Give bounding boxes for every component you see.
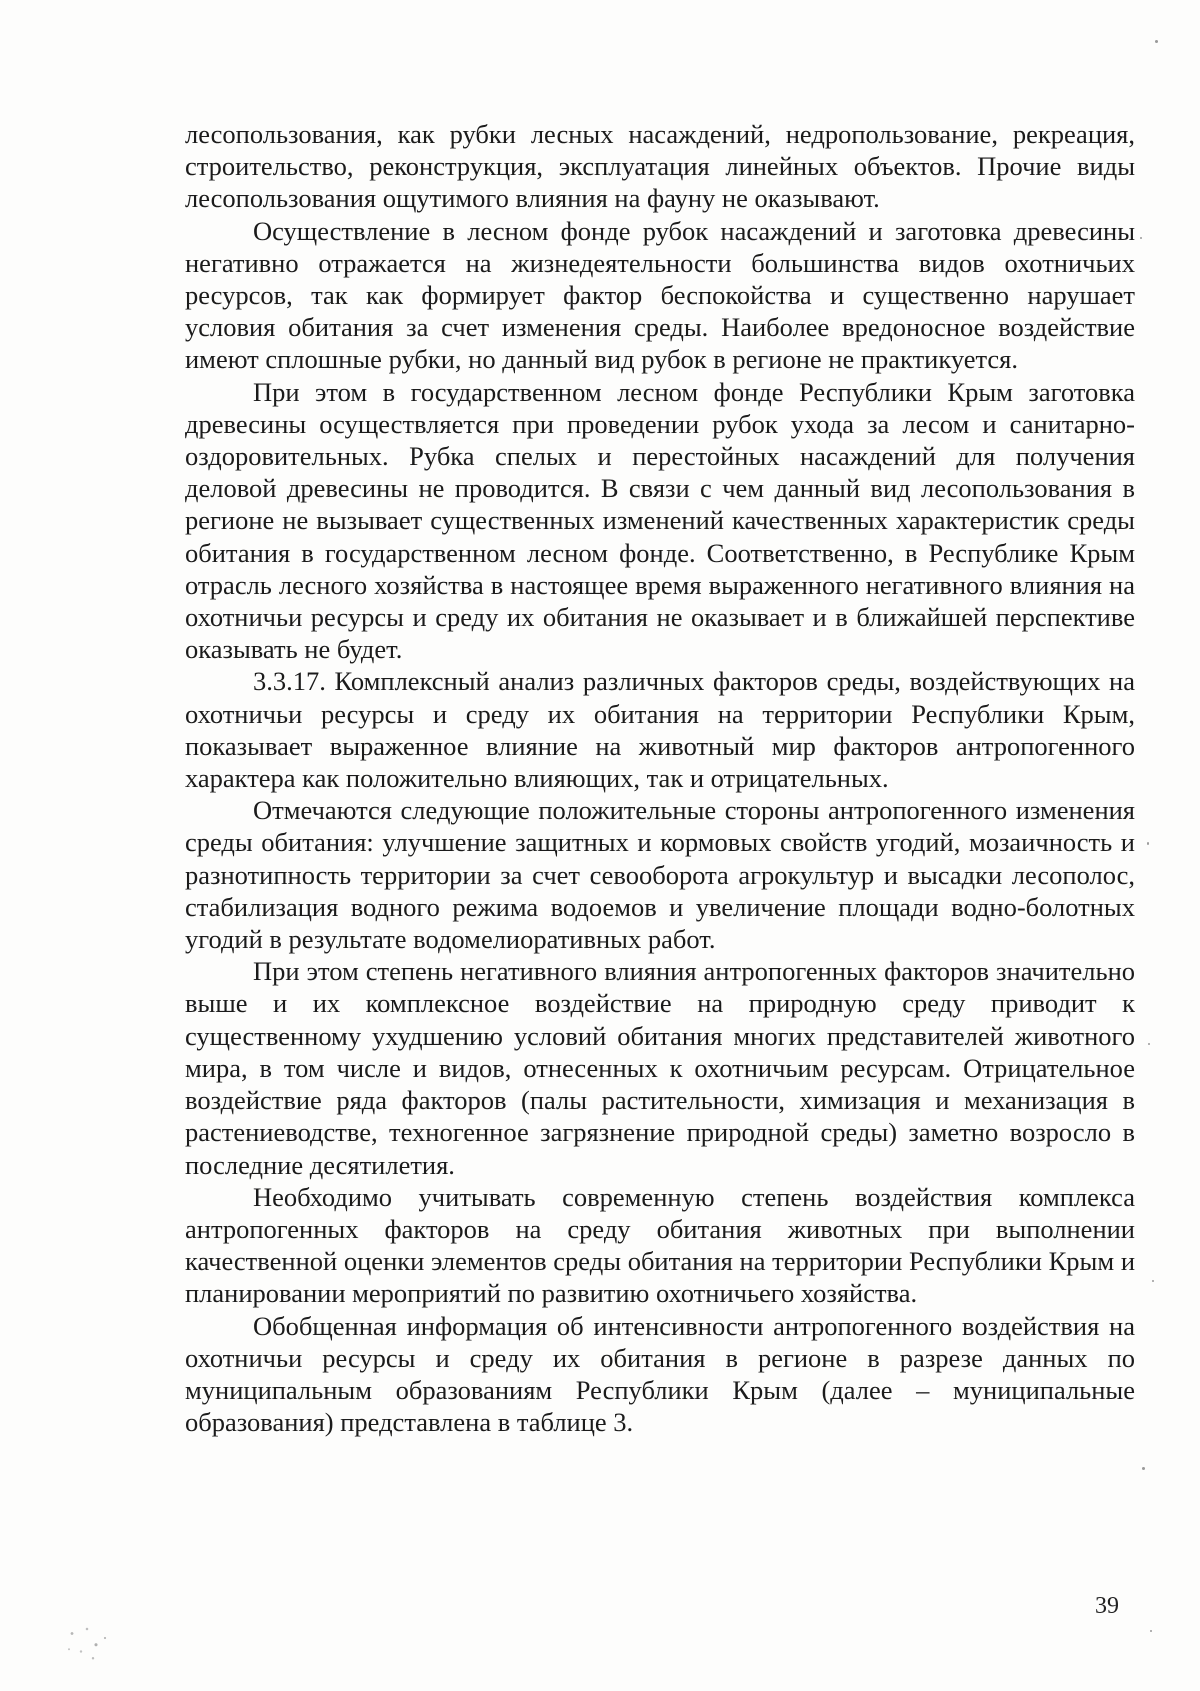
paragraph-section-3-3-17: 3.3.17. Комплексный анализ различных факторов среды, воздействующих на охотничьи ресурсы и среду их обитания на территории Республики Крым, показывает выраженное влияние на животный мир факторов антропогенного характера как положительно влияющих, так и отрицательных.: [185, 666, 1135, 794]
scan-speck: [1155, 40, 1158, 43]
scan-speck: [1147, 842, 1149, 845]
paragraph-table-reference: Обобщенная информация об интенсивности антропогенного воздействия на охотничьи ресурсы и среду их обитания в регионе в разрезе данных по муниципальным образованиям Республики Крым (далее – муниципальные образования) представлена в таблице 3.: [185, 1310, 1135, 1438]
scan-speck: [1148, 1043, 1150, 1045]
scan-speck: [1150, 1630, 1152, 1632]
scan-speck: [1152, 1280, 1154, 1282]
paragraph-positive-aspects: Отмечаются следующие положительные стороны антропогенного изменения среды обитания: улучшение защитных и кормовых свойств угодий, мозаичность и разнотипность территории за счет севооборота агрокультур и высадки лесополос, стабилизация водного режима водоемов и увеличение площади водно-болотных угодий в результате водомелиоративных работ.: [185, 795, 1135, 955]
scan-speck: [1142, 1467, 1145, 1470]
paragraph-consideration: Необходимо учитывать современную степень воздействия комплекса антропогенных факторов на среду обитания животных при выполнении качественной оценки элементов среды обитания на территории Республики Крым и планировании мероприятий по развитию охотничьего хозяйства.: [185, 1181, 1135, 1309]
body-text: [185, 118, 1135, 1438]
paragraph-logging-impact: Осуществление в лесном фонде рубок насаждений и заготовка древесины негативно отражается на жизнедеятельности большинства видов охотничьих ресурсов, так как формирует фактор беспокойства и существенно нарушает условия обитания за счет изменения среды. Наиболее вредоносное воздействие имеют сплошные рубки, но данный вид рубок в регионе не практикуется.: [185, 215, 1135, 375]
paragraph-state-forest-fund: При этом в государственном лесном фонде Республики Крым заготовка древесины осуществляется при проведении рубок ухода за лесом и санитарно-оздоровительных. Рубка спелых и перестойных насаждений для получения деловой древесины не проводится. В связи с чем данный вид лесопользования в регионе не вызывает существенных изменений качественных характеристик среды обитания в государственном лесном фонде. Соответственно, в Республике Крым отрасль лесного хозяйства в настоящее время выраженного негативного влияния на охотничьи ресурсы и среду их обитания не оказывает и в ближайшей перспективе оказывать не будет.: [185, 376, 1135, 665]
scan-smudge: [60, 1620, 120, 1665]
paragraph-continuation: лесопользования, как рубки лесных насаждений, недропользование, рекреация, строительство, реконструкция, эксплуатация линейных объектов. Прочие виды лесопользования ощутимого влияния на фауну не оказывают.: [185, 119, 1135, 214]
page-number: 39: [1095, 1593, 1119, 1619]
scan-speck: [1140, 237, 1142, 239]
paragraph-negative-impact: При этом степень негативного влияния антропогенных факторов значительно выше и их комплексное воздействие на природную среду приводит к существенному ухудшению условий обитания многих представителей животного мира, в том числе и видов, отнесенных к охотничьим ресурсам. Отрицательное воздействие ряда факторов (палы растительности, химизация и механизация в растениеводстве, техногенное загрязнение природной среды) заметно возросло в последние десятилетия.: [185, 956, 1135, 1180]
